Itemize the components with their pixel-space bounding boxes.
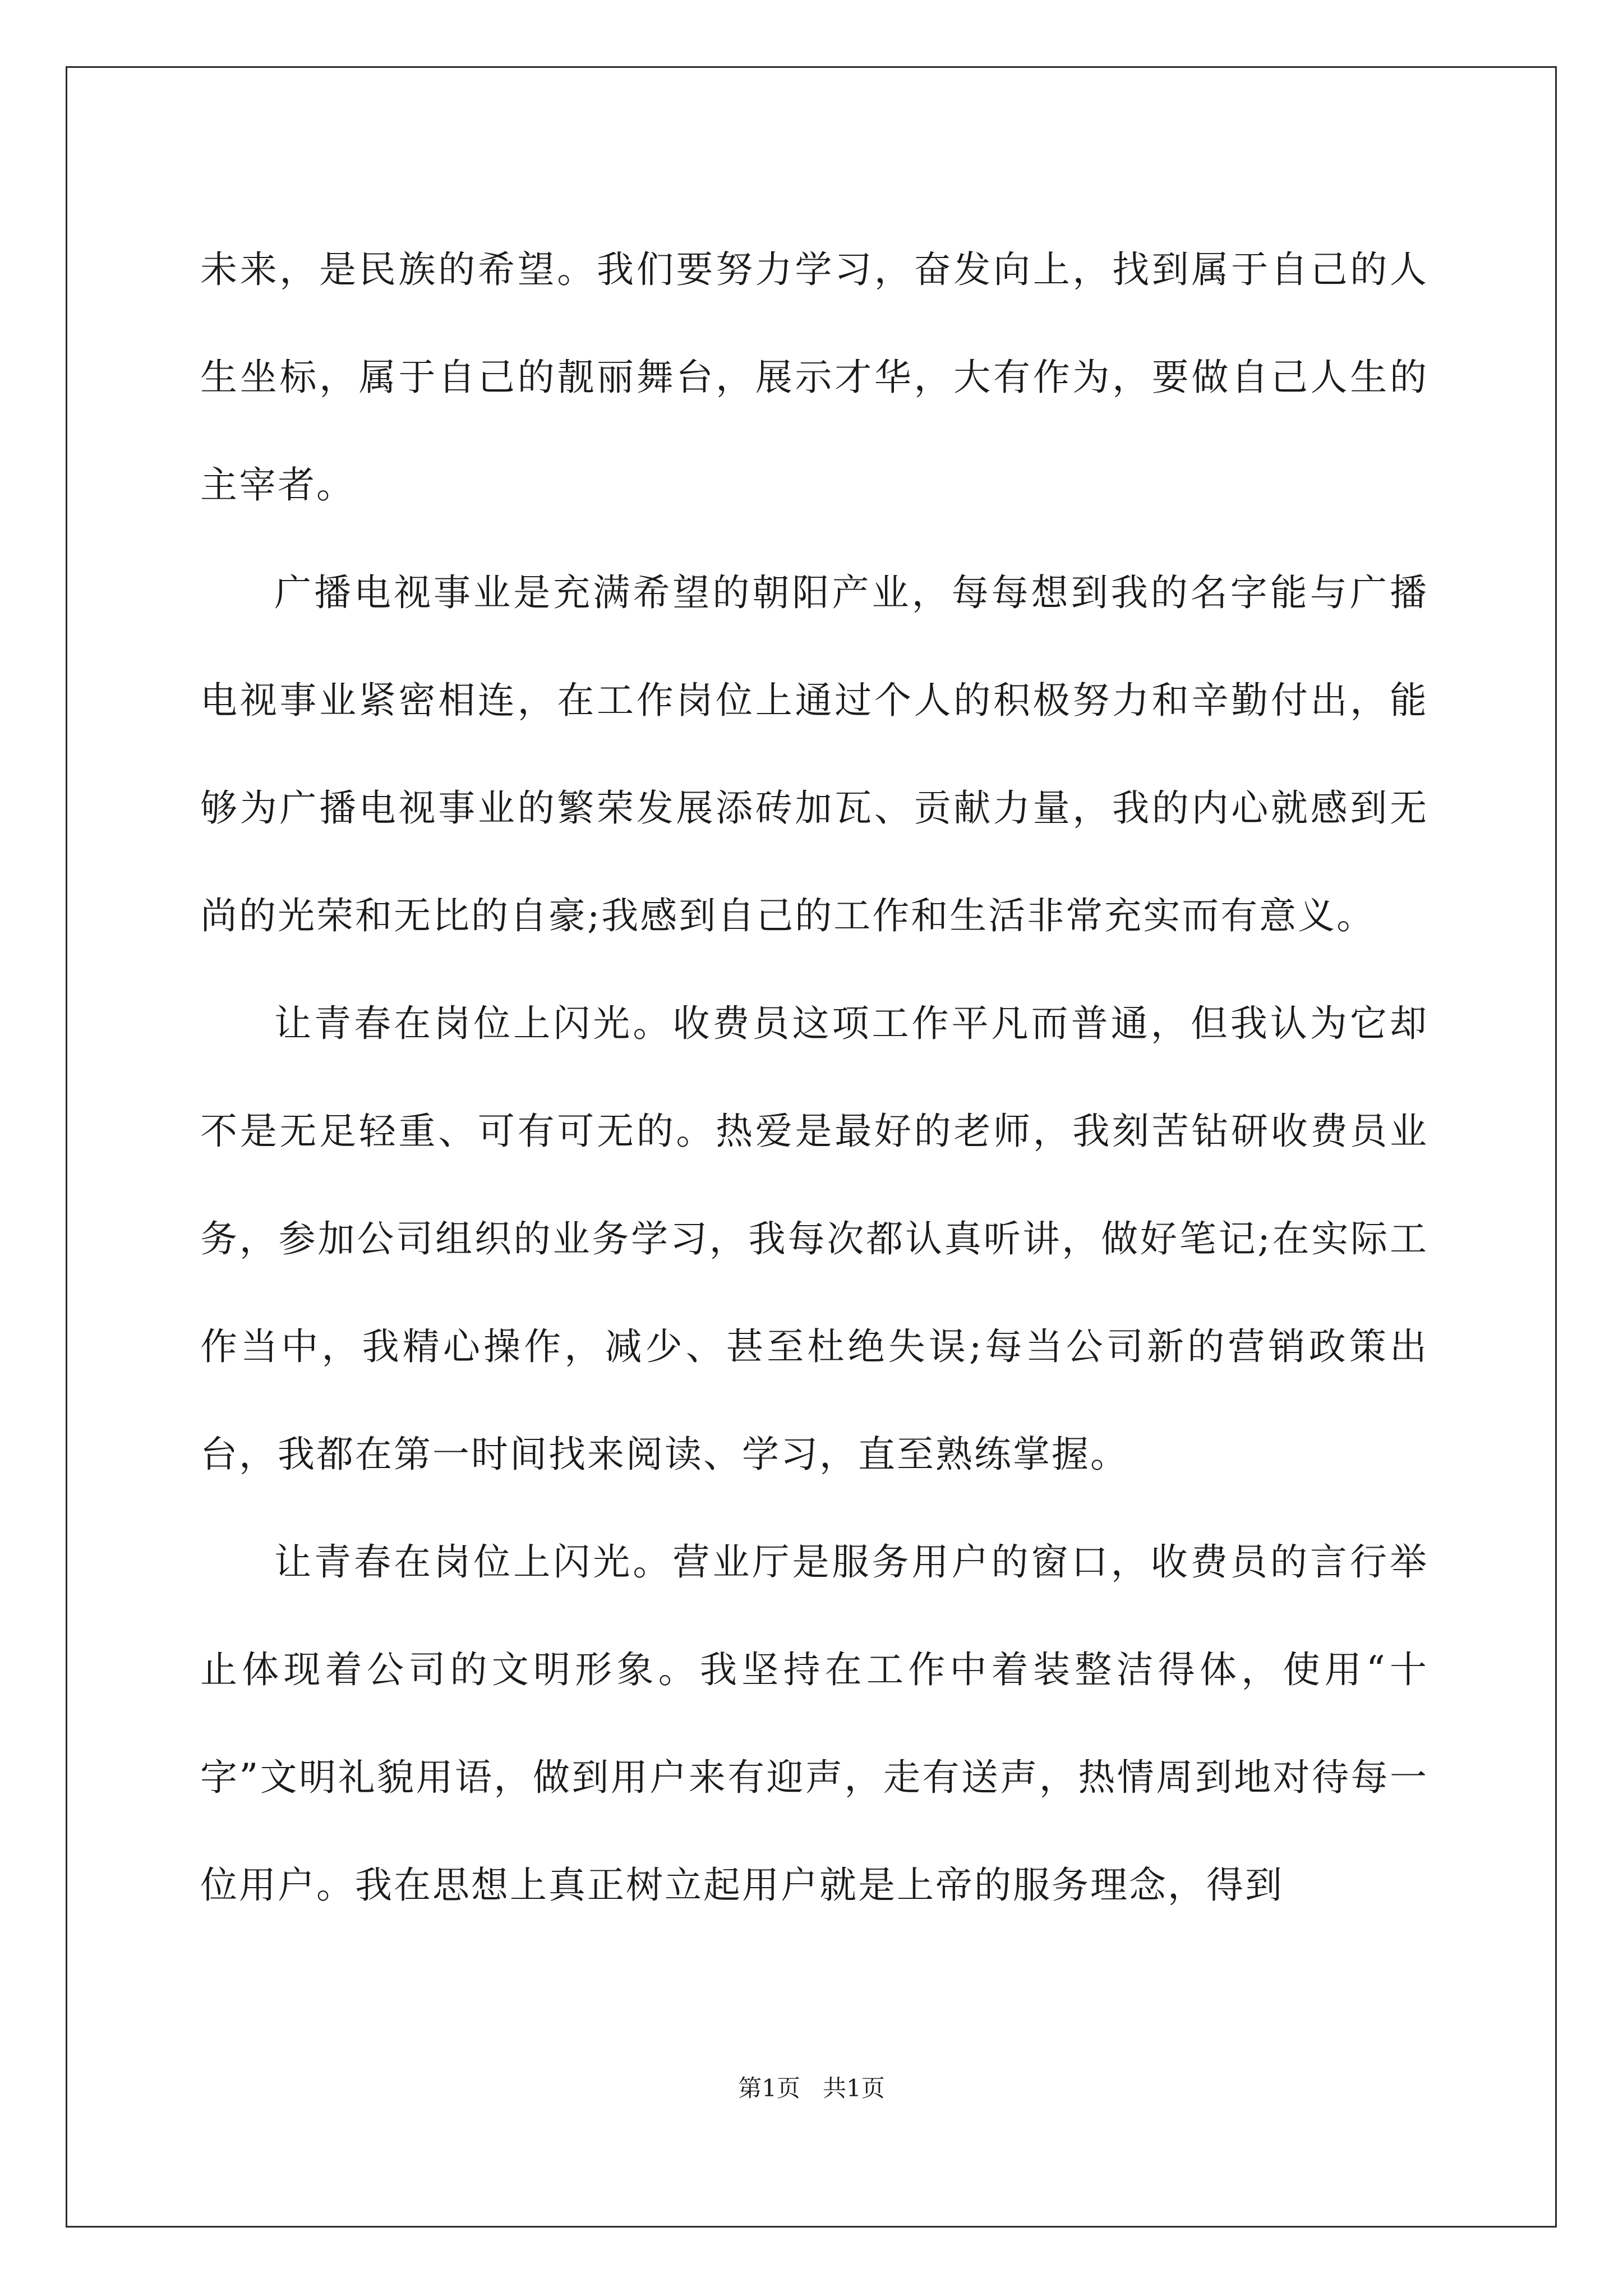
paragraph-2: 广播电视事业是充满希望的朝阳产业，每每想到我的名字能与广播电视事业紧密相连，在工作岗位上通过个人的积极努力和辛勤付出，能够为广播电视事业的繁荣发展添砖加瓦、贡献力量，我的内心就感到无尚的光荣和无比的自豪;我感到自己的工作和生活非常充实而有意义。 — [200, 571, 1428, 937]
paragraph-4: 让青春在岗位上闪光。营业厅是服务用户的窗口，收费员的言行举止体现着公司的文明形象。我坚持在工作中着装整洁得体，使用“十字”文明礼貌用语，做到用户来有迎声，走有送声，热情周到地对待每一位用户。我在思想上真正树立起用户就是上帝的服务理念，得到 — [200, 1540, 1428, 1907]
paragraph-3: 让青春在岗位上闪光。收费员这项工作平凡而普通，但我认为它却不是无足轻重、可有可无的。热爱是最好的老师，我刻苦钻研收费员业务，参加公司组织的业务学习，我每次都认真听讲，做好笔记;在实际工作当中，我精心操作，减少、甚至杜绝失误;每当公司新的营销政策出台，我都在第一时间找来阅读、学习，直至熟练掌握。 — [200, 1002, 1428, 1476]
paragraph-1: 未来，是民族的希望。我们要努力学习，奋发向上，找到属于自己的人生坐标，属于自己的靓丽舞台，展示才华，大有作为，要做自己人生的主宰者。 — [200, 248, 1428, 507]
page-footer: 第1页 共1页 — [738, 2074, 885, 2102]
document-body — [200, 216, 1428, 1939]
